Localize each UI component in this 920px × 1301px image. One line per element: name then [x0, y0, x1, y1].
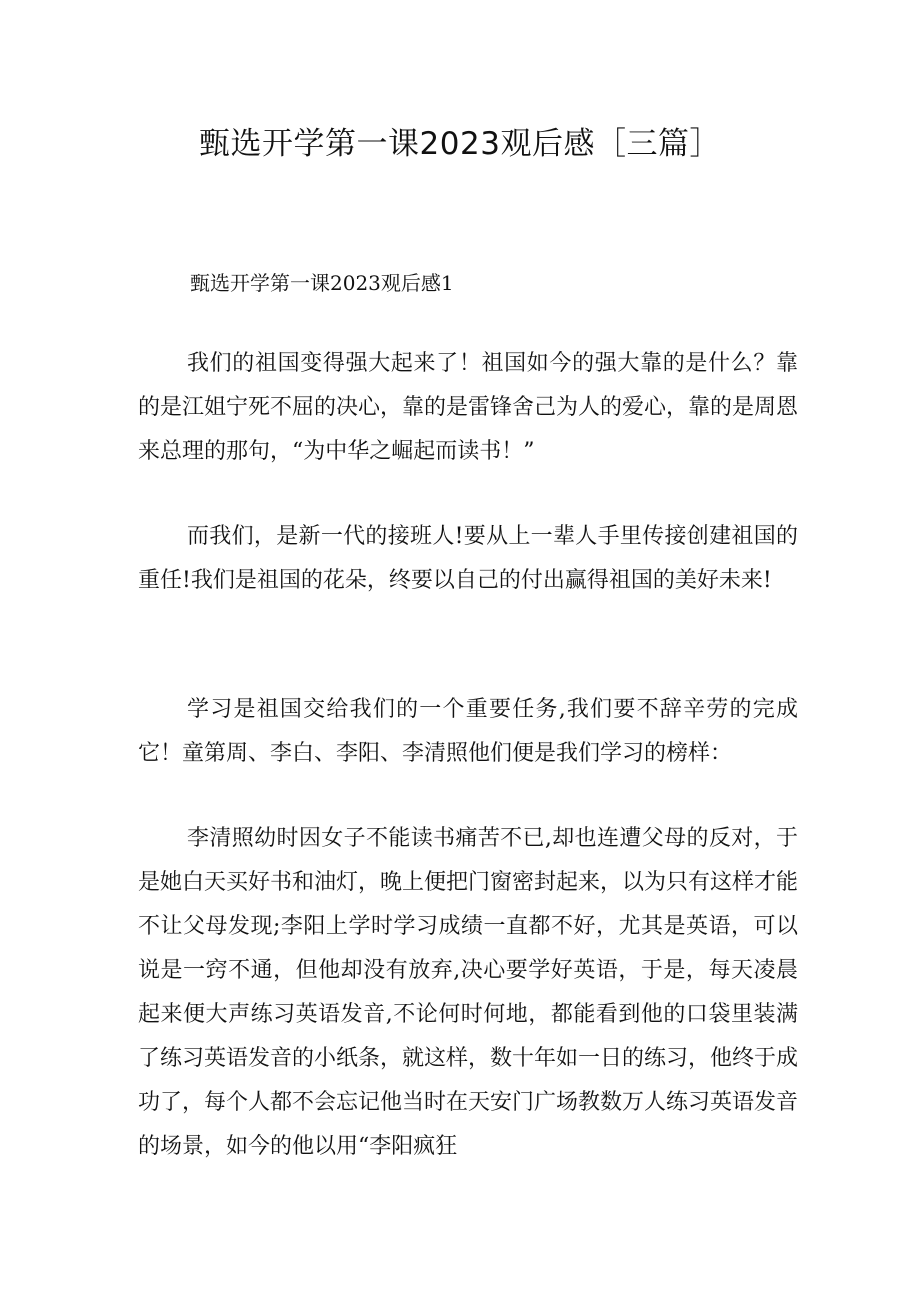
paragraph-4: 李清照幼时因女子不能读书痛苦不已,却也连遭父母的反对，于是她白天买好书和油灯，晚上便把门窗密封起来，以为只有这样才能不让父母发现;李阳上学时学习成绩一直都不好，尤其是英语，可以说是一窍不通，但他却没有放弃,决心要学好英语，于是，每天凌晨起来便大声练习英语发音,不论何时何地，都能看到他的口袋里装满了练习英语发音的小纸条，就这样，数十年如一日的练习，他终于成功了，每个人都不会忘记他当时在天安门广场教数万人练习英语发音的场景，如今的他以用“李阳疯狂 [138, 826, 799, 1159]
document-title: 甄选开学第一课2023观后感［三篇］ [199, 126, 721, 162]
paragraph-2: 而我们，是新一代的接班人!要从上一辈人手里传接创建祖国的重任!我们是祖国的花朵，终要以自己的付出赢得祖国的美好未来! [138, 524, 798, 593]
section-heading: 甄选开学第一课2023观后感1 [190, 271, 454, 295]
paragraph-3: 学习是祖国交给我们的一个重要任务,我们要不辞辛劳的完成它！童第周、李白、李阳、李清照他们便是我们学习的榜样： [138, 697, 798, 766]
paragraph-1: 我们的祖国变得强大起来了！祖国如今的强大靠的是什么？靠的是江姐宁死不屈的决心，靠的是雷锋舍己为人的爱心，靠的是周恩来总理的那句，“为中华之崛起而读书！” [138, 351, 799, 464]
